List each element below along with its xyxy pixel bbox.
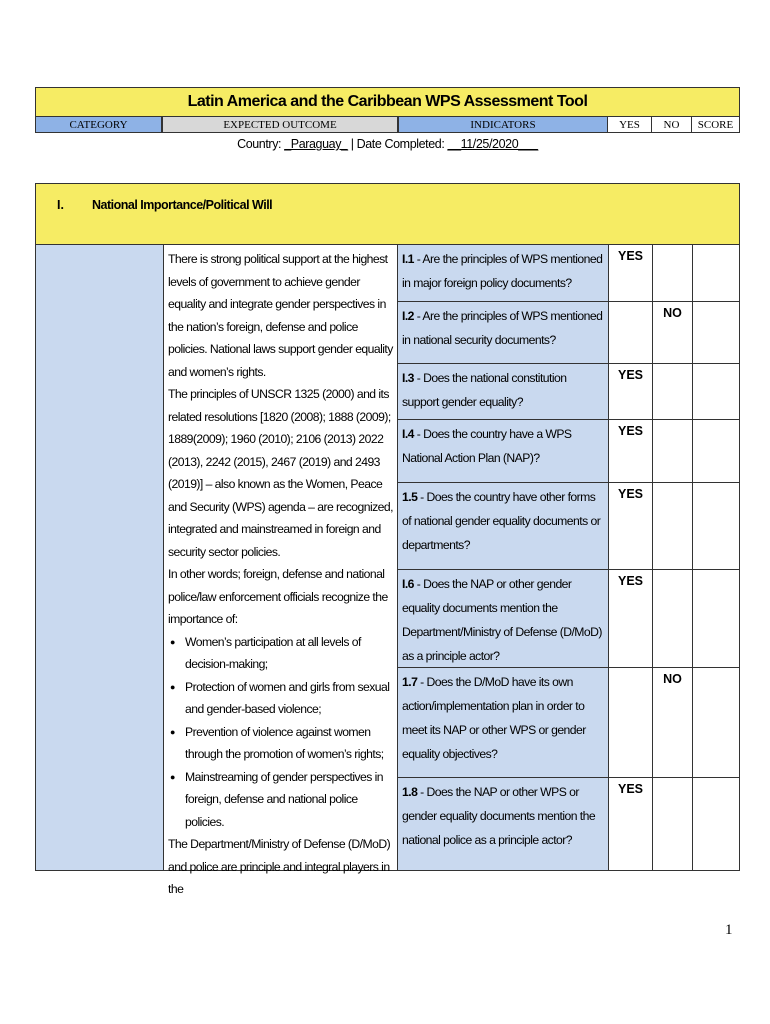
score-cell (692, 420, 740, 483)
indicator-text: - Does the country have a WPS National Action Plan (NAP)? (402, 427, 572, 465)
score-cell (692, 245, 740, 302)
score-cell (692, 364, 740, 420)
outcome-paragraph: In other words; foreign, defense and national police/law enforcement officials recognize the importance of: (168, 567, 388, 626)
outcome-bullet: ● Women’s participation at all levels of decision-making; (168, 631, 396, 676)
indicator-text: - Does the NAP or other WPS or gender equality documents mention the national police as a principle actor? (402, 785, 596, 847)
indicator-text: - Are the principles of WPS mentioned in major foreign policy documents? (402, 252, 603, 290)
score-cell (692, 302, 740, 364)
no-cell (652, 245, 692, 302)
indicator-cell (397, 778, 608, 871)
indicator-id: I.4 (402, 427, 414, 441)
indicator-id: I.2 (402, 309, 414, 323)
indicator-text: - Does the country have other forms of national gender equality documents or departments? (402, 490, 601, 552)
yes-cell: YES (608, 364, 652, 420)
outcome-bullet: ● Prevention of violence against women through the promotion of women’s rights; (168, 721, 396, 766)
category-cell (35, 245, 164, 871)
indicator-id: I.1 (402, 252, 414, 266)
indicator-cell (397, 364, 608, 420)
column-header-yes: YES (608, 117, 652, 133)
section-number: I. (57, 198, 64, 212)
country-value: _Paraguay_ (284, 137, 348, 151)
outcome-paragraph: There is strong political support at the highest levels of government to achieve gender equality and integrate gender perspectives in the nation’s foreign, defense and police policies. National laws support gender equality and women’s rights. (168, 252, 393, 379)
score-cell (692, 483, 740, 570)
outcome-paragraph: The principles of UNSCR 1325 (2000) and its related resolutions [1820 (2008); 1888 (2009); 1889(2009); 1960 (2010); 2106 (2013) 2022 (2013), 2242 (2015), 2467 (2019) and 2493 (2019)] – also known as the Women, Peace and Security (WPS) agenda – are recognized, integrated and mainstreamed in foreign and security sector policies. (168, 387, 393, 559)
no-cell (652, 420, 692, 483)
indicator-cell (397, 245, 608, 302)
country-date-line (35, 137, 740, 157)
indicator-id: 1.8 (402, 785, 418, 799)
country-label: Country: (237, 137, 282, 151)
document-title: Latin America and the Caribbean WPS Assessment Tool (35, 87, 740, 117)
yes-cell: YES (608, 570, 652, 668)
no-cell (652, 570, 692, 668)
page-number: 1 (725, 922, 733, 938)
score-cell (692, 668, 740, 778)
yes-cell (608, 668, 652, 778)
indicator-cell (397, 570, 608, 668)
indicator-cell (397, 483, 608, 570)
column-header-indicators: INDICATORS (398, 117, 608, 133)
outcome-bullet-list (168, 631, 396, 834)
indicator-id: 1.7 (402, 675, 418, 689)
date-label: | Date Completed: (350, 137, 445, 151)
indicator-cell (397, 302, 608, 364)
column-header-score: SCORE (692, 117, 740, 133)
indicator-text: - Does the NAP or other gender equality documents mention the Department/Ministry of Defense (D/MoD) as a principle actor? (402, 577, 602, 663)
date-value: __11/25/2020___ (447, 137, 538, 151)
no-cell (652, 364, 692, 420)
indicator-text: - Are the principles of WPS mentioned in national security documents? (402, 309, 603, 347)
yes-cell: YES (608, 778, 652, 871)
yes-cell: YES (608, 245, 652, 302)
outcome-paragraph: The Department/Ministry of Defense (D/MoD) and police are principle and integral players in the (168, 837, 391, 896)
section-title: National Importance/Political Will (92, 198, 273, 212)
indicator-cell (397, 668, 608, 778)
no-cell (652, 778, 692, 871)
no-cell: NO (652, 668, 692, 778)
yes-cell (608, 302, 652, 364)
outcome-bullet: ● Protection of women and girls from sexual and gender-based violence; (168, 676, 396, 721)
indicator-id: 1.5 (402, 490, 418, 504)
section-header (35, 183, 740, 245)
indicator-text: - Does the D/MoD have its own action/implementation plan in order to meet its NAP or other WPS or gender equality objectives? (402, 675, 586, 761)
no-cell: NO (652, 302, 692, 364)
outcome-bullet: ● Mainstreaming of gender perspectives in foreign, defense and national police policies. (168, 766, 396, 834)
indicator-id: I.6 (402, 577, 414, 591)
expected-outcome-cell (164, 245, 397, 896)
column-header-no: NO (652, 117, 692, 133)
score-cell (692, 778, 740, 871)
indicator-cell (397, 420, 608, 483)
column-header-expected-outcome: EXPECTED OUTCOME (162, 117, 398, 133)
indicator-id: I.3 (402, 371, 414, 385)
yes-cell: YES (608, 483, 652, 570)
yes-cell: YES (608, 420, 652, 483)
column-header-category: CATEGORY (35, 117, 162, 133)
no-cell (652, 483, 692, 570)
score-cell (692, 570, 740, 668)
indicator-text: - Does the national constitution support gender equality? (402, 371, 567, 409)
